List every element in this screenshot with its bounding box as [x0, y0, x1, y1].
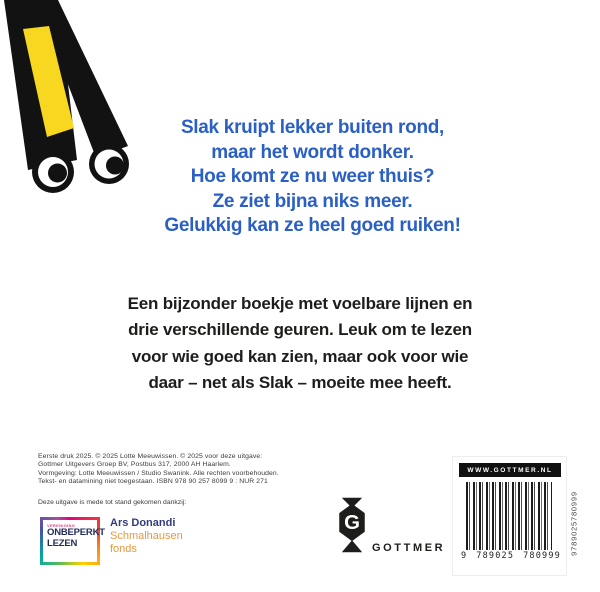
ars-donandi-fund-line2: fonds — [110, 543, 137, 555]
onbeperkt-lezen-line2: LEZEN — [47, 537, 78, 549]
credit-line: Deze uitgave is mede tot stand gekomen dankzij: — [38, 499, 187, 506]
ars-donandi-name: Ars Donandi — [110, 517, 176, 529]
blurb-line: Gelukkig kan ze heel goed ruiken! — [164, 215, 461, 237]
gottmer-logo-icon — [335, 497, 369, 553]
website-tab: WWW.GOTTMER.NL — [459, 463, 561, 477]
colophon-line: Vormgeving: Lotte Meeuwissen / Studio Swanink. Alle rechten voorbehouden. — [38, 469, 279, 477]
ean-digit-prefix: 9 — [461, 551, 468, 561]
description-line: daar – net als Slak – moeite mee heeft. — [148, 373, 452, 393]
barcode-block — [452, 456, 567, 576]
onbeperkt-lezen-logo — [40, 517, 105, 565]
gottmer-monogram: G — [344, 512, 360, 535]
description-line: drie verschillende geuren. Leuk om te lezen — [128, 320, 472, 340]
onbeperkt-lezen-logo-inner — [43, 520, 105, 562]
blurb-line: Ze ziet bijna niks meer. — [212, 190, 413, 212]
ars-donandi-logo — [110, 517, 183, 556]
ean-digits — [461, 551, 561, 561]
ean-digit-group1: 789025 — [476, 551, 515, 561]
story-blurb — [25, 116, 600, 239]
gottmer-wordmark: GOTTMER — [372, 542, 446, 554]
blurb-line: Slak kruipt lekker buiten rond, — [180, 117, 445, 138]
ean-digit-group2: 780999 — [523, 551, 561, 561]
ars-donandi-fund-line1: Schmalhausen — [110, 530, 183, 542]
colophon-line: Tekst- en datamining niet toegestaan. ISBN 978 90 257 8099 9 : NUR 271 — [38, 477, 268, 485]
book-description — [0, 291, 600, 397]
onbeperkt-lezen-small-word: VERENIGING — [47, 523, 76, 528]
onbeperkt-lezen-line1: ONBEPERKT — [47, 527, 105, 538]
colophon-line: Eerste druk 2025. © 2025 Lotte Meeuwissen. © 2025 voor deze uitgave: — [38, 453, 263, 460]
blurb-line: Hoe komt ze nu weer thuis? — [190, 166, 435, 188]
gottmer-bottom-triangle — [342, 540, 362, 552]
vertical-isbn-digits: 9789025780999 — [569, 491, 579, 556]
colophon — [38, 453, 279, 486]
description-line: Een bijzonder boekje met voelbare lijnen en — [127, 294, 473, 313]
colophon-line: Gottmer Uitgevers Groep BV, Postbus 317, 2000 AH Haarlem. — [38, 461, 231, 469]
description-line: voor wie goed kan zien, maar ook voor wie — [131, 346, 469, 366]
blurb-line: maar het wordt donker. — [211, 141, 414, 163]
ean-barcode-bars — [466, 482, 552, 550]
